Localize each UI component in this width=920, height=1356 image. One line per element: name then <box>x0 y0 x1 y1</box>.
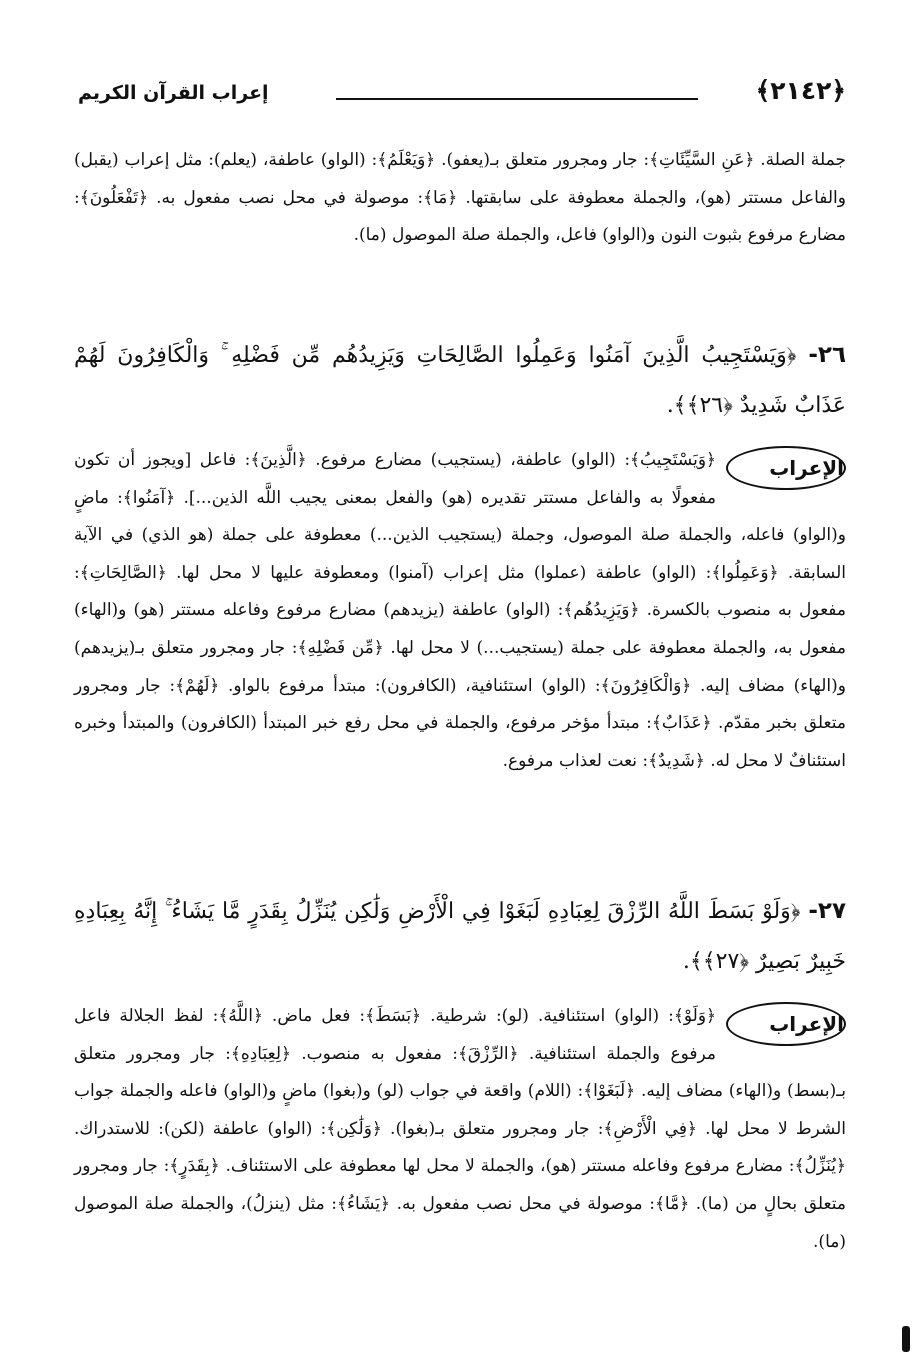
page-number: ﴿٢١٤٢﴾ <box>755 76 846 105</box>
irab-26-text: ﴿وَيَسْتَجِيبُ﴾: (الواو) عاطفة، (يستجيب) مضارع مرفوع. ﴿الَّذِينَ﴾: فاعل [ويجوز أن تكون مفعولًا به والفاعل مستتر تقديره (هو) والفعل بمعنى يجيب اللَّه الذين...]. ﴿آمَنُوا﴾: ماضٍ و(الواو) فاعله، والجملة صلة الموصول، وجملة (يستجيب الذين...) معطوفة على جملة (هو الذي) في الآية السابقة. ﴿وَعَمِلُوا﴾: (الواو) عاطفة (عملوا) مثل إعراب (آمنوا) ومعطوفة عليها لا محل لها. ﴿الصَّالِحَاتِ﴾: مفعول به منصوب بالكسرة. ﴿وَيَزِيدُهُم﴾: (الواو) عاطفة (يزيدهم) مضارع مرفوع وفاعله مستتر (هو) و(الهاء) مفعول به، والجملة معطوفة على جملة (يستجيب...) لا محل لها. ﴿مِّن فَضْلِهِ﴾: جار ومجرور متعلق بـ(يزيدهم) و(الهاء) مضاف إليه. ﴿وَالْكَافِرُونَ﴾: (الواو) استئنافية، (الكافرون): مبتدأ مرفوع بالواو. ﴿لَهُمْ﴾: جار ومجرور متعلق بخبر مقدّم. ﴿عَذَابٌ﴾: مبتدأ مؤخر مرفوع، والجملة في محل رفع خبر المبتدأ (الكافرون) والمبتدأ وخبره استئنافٌ لا محل له. ﴿شَدِيدٌ﴾: نعت لعذاب مرفوع. <box>74 450 846 771</box>
irab-badge-27: الإعراب <box>726 1002 846 1046</box>
verse-26-text: ﴿وَيَسْتَجِيبُ الَّذِينَ آمَنُوا وَعَمِلُوا الصَّالِحَاتِ وَيَزِيدُهُم مِّن فَضْلِهِ ۚ وَالْكَافِرُونَ لَهُمْ عَذَابٌ شَدِيدٌ ﴿٢٦﴾﴾. <box>74 343 846 418</box>
verse-26 <box>74 330 846 431</box>
irab-badge-26: الإعراب <box>726 446 846 490</box>
verse-27 <box>74 886 846 987</box>
irab-26-paragraph <box>74 442 846 780</box>
page-edge-mark <box>902 1326 910 1352</box>
verse-27-text: ﴿وَلَوْ بَسَطَ اللَّهُ الرِّزْقَ لِعِبَادِهِ لَبَغَوْا فِي الْأَرْضِ وَلَٰكِن يُنَزِّلُ بِقَدَرٍ مَّا يَشَاءُ ۚ إِنَّهُ بِعِبَادِهِ خَبِيرٌ بَصِيرٌ ﴿٢٧﴾﴾. <box>74 899 846 974</box>
intro-paragraph <box>74 142 846 255</box>
page-header <box>78 70 846 120</box>
irab-27-text: ﴿وَلَوْ﴾: (الواو) استئنافية. (لو): شرطية. ﴿بَسَطَ﴾: فعل ماض. ﴿اللَّهُ﴾: لفظ الجلالة فاعل مرفوع والجملة استئنافية. ﴿الرِّزْقَ﴾: مفعول به منصوب. ﴿لِعِبَادِهِ﴾: جار ومجرور متعلق بـ(بسط) و(الهاء) مضاف إليه. ﴿لَبَغَوْا﴾: (اللام) واقعة في جواب (لو) و(بغوا) ماضٍ و(الواو) فاعله والجملة جواب الشرط لا محل لها. ﴿فِي الْأَرْضِ﴾: جار ومجرور متعلق بـ(بغوا). ﴿وَلَٰكِن﴾: (الواو) عاطفة (لكن): للاستدراك. ﴿يُنَزِّلُ﴾: مضارع مرفوع وفاعله مستتر (هو)، والجملة لا محل لها معطوفة على الاستئناف. ﴿بِقَدَرٍ﴾: جار ومجرور متعلق بحالٍ من (ما). ﴿مَّا﴾: موصولة في محل نصب مفعول به. ﴿يَشَاءُ﴾: مثل (ينزلُ)، والجملة صلة الموصول (ما). <box>74 1006 846 1252</box>
book-title: إعراب القرآن الكريم <box>78 82 269 104</box>
intro-paragraph-text: جملة الصلة. ﴿عَنِ السَّيِّئَاتِ﴾: جار ومجرور متعلق بـ(يعفو). ﴿وَيَعْلَمُ﴾: (الواو) عاطفة، (يعلم): مثل إعراب (يقبل) والفاعل مستتر (هو)، والجملة معطوفة على سابقتها. ﴿مَا﴾: موصولة في محل نصب مفعول به. ﴿تَفْعَلُونَ﴾: مضارع مرفوع بثبوت النون و(الواو) فاعل، والجملة صلة الموصول (ما). <box>74 150 846 246</box>
header-rule <box>336 98 698 100</box>
verse-27-number: ٢٧- <box>808 898 846 924</box>
irab-27-paragraph <box>74 998 846 1261</box>
verse-26-number: ٢٦- <box>808 342 846 368</box>
